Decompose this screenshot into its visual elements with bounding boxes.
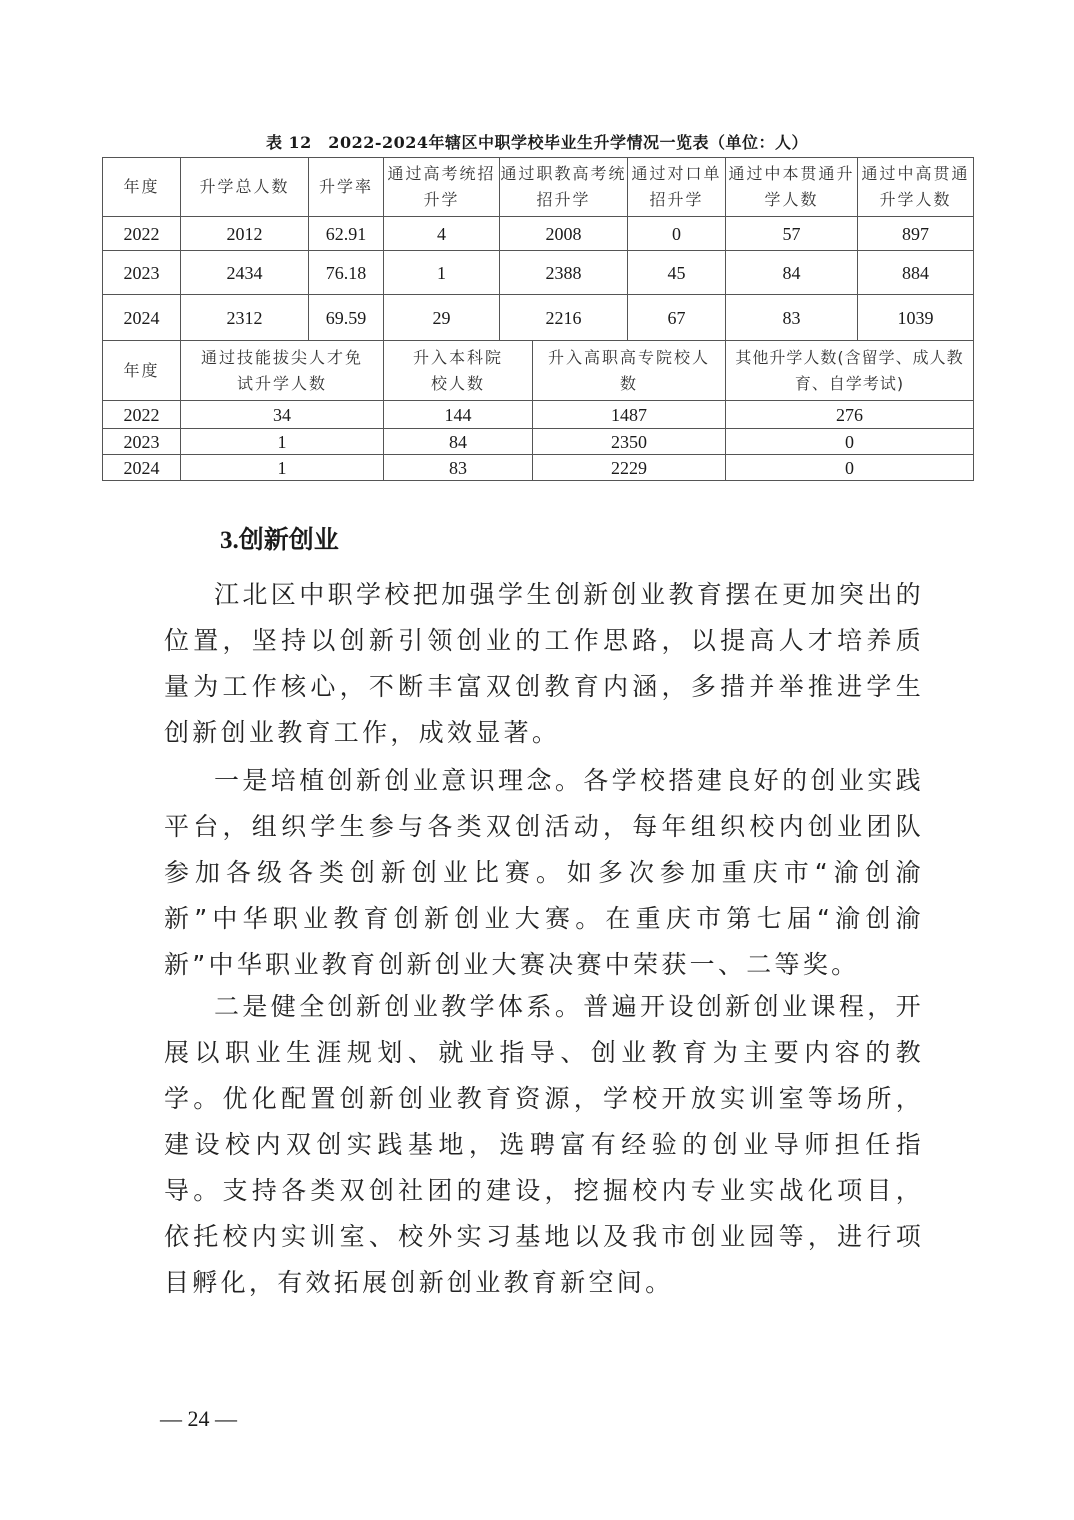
cell: 2012 <box>181 217 309 251</box>
cell: 0 <box>726 429 974 455</box>
cell: 34 <box>181 401 384 429</box>
header-cell: 通过技能拔尖人才免试升学人数 <box>181 341 384 401</box>
cell: 144 <box>384 401 533 429</box>
cell: 0 <box>726 455 974 481</box>
paragraph-awareness: 一是培植创新创业意识理念。各学校搭建良好的创业实践平台，组织学生参与各类双创活动，每年组织校内创业团队参加各级各类创新创业比赛。如多次参加重庆市“渝创渝新”中华职业教育创新创业大赛。在重庆市第七届“渝创渝新”中华职业教育创新创业大赛决赛中荣获一、二等奖。 <box>164 766 924 979</box>
cell: 276 <box>726 401 974 429</box>
cell: 2388 <box>500 251 628 295</box>
header-cell: 升入高职高专院校人数 <box>533 341 726 401</box>
page-number: — 24 — <box>160 1406 237 1431</box>
section-heading <box>220 520 339 556</box>
table-row <box>103 251 974 295</box>
cell: 2023 <box>103 429 181 455</box>
section-heading-number: 3. <box>220 527 239 554</box>
cell: 2434 <box>181 251 309 295</box>
cell: 62.91 <box>309 217 384 251</box>
header-cell: 通过中高贯通升学人数 <box>858 158 974 217</box>
cell: 2023 <box>103 251 181 295</box>
paragraph-intro: 江北区中职学校把加强学生创新创业教育摆在更加突出的位置，坚持以创新引领创业的工作思路，以提高人才培养质量为工作核心，不断丰富双创教育内涵，多措并举推进学生创新创业教育工作，成效显著。 <box>164 580 924 747</box>
header-cell: 通过中本贯通升学人数 <box>726 158 858 217</box>
cell: 29 <box>384 295 500 341</box>
header-cell: 通过对口单招升学 <box>628 158 726 217</box>
cell: 83 <box>384 455 533 481</box>
header-cell: 通过高考统招升学 <box>384 158 500 217</box>
table-row <box>103 217 974 251</box>
paragraph-teaching-system: 二是健全创新创业教学体系。普遍开设创新创业课程，开展以职业生涯规划、就业指导、创业教育为主要内容的教学。优化配置创新创业教育资源，学校开放实训室等场所，建设校内双创实践基地，选聘富有经验的创业导师担任指导。支持各类双创社团的建设，挖掘校内专业实战化项目，依托校内实训室、校外实习基地以及我市创业园等，进行项目孵化，有效拓展创新创业教育新空间。 <box>164 992 924 1297</box>
section-heading-title: 创新创业 <box>238 525 339 554</box>
header-cell: 年度 <box>103 158 181 217</box>
header-cell: 通过职教高考统招升学 <box>500 158 628 217</box>
cell: 2022 <box>103 217 181 251</box>
table-caption: 表 12 2022-2024年辖区中职学校毕业生升学情况一览表（单位：人） <box>265 133 809 152</box>
cell: 2008 <box>500 217 628 251</box>
table-row <box>103 295 974 341</box>
cell: 76.18 <box>309 251 384 295</box>
cell: 2024 <box>103 295 181 341</box>
cell: 45 <box>628 251 726 295</box>
upper-header-row <box>103 158 974 217</box>
cell: 884 <box>858 251 974 295</box>
cell: 57 <box>726 217 858 251</box>
lower-table <box>102 340 974 481</box>
upper-table <box>102 157 974 341</box>
header-cell: 其他升学人数(含留学、成人教育、自学考试) <box>726 341 974 401</box>
cell: 1039 <box>858 295 974 341</box>
cell: 2312 <box>181 295 309 341</box>
cell: 2350 <box>533 429 726 455</box>
table-row <box>103 455 974 481</box>
cell: 2024 <box>103 455 181 481</box>
header-cell: 年度 <box>103 341 181 401</box>
header-cell: 升学总人数 <box>181 158 309 217</box>
cell: 84 <box>726 251 858 295</box>
cell: 69.59 <box>309 295 384 341</box>
cell: 1 <box>181 429 384 455</box>
cell: 0 <box>628 217 726 251</box>
cell: 2216 <box>500 295 628 341</box>
cell: 2022 <box>103 401 181 429</box>
header-cell: 升入本科院校人数 <box>384 341 533 401</box>
cell: 1 <box>181 455 384 481</box>
cell: 67 <box>628 295 726 341</box>
cell: 84 <box>384 429 533 455</box>
cell: 1 <box>384 251 500 295</box>
cell: 2229 <box>533 455 726 481</box>
cell: 1487 <box>533 401 726 429</box>
table-row <box>103 429 974 455</box>
header-cell: 升学率 <box>309 158 384 217</box>
cell: 83 <box>726 295 858 341</box>
cell: 4 <box>384 217 500 251</box>
lower-header-row <box>103 341 974 401</box>
table-row <box>103 401 974 429</box>
cell: 897 <box>858 217 974 251</box>
